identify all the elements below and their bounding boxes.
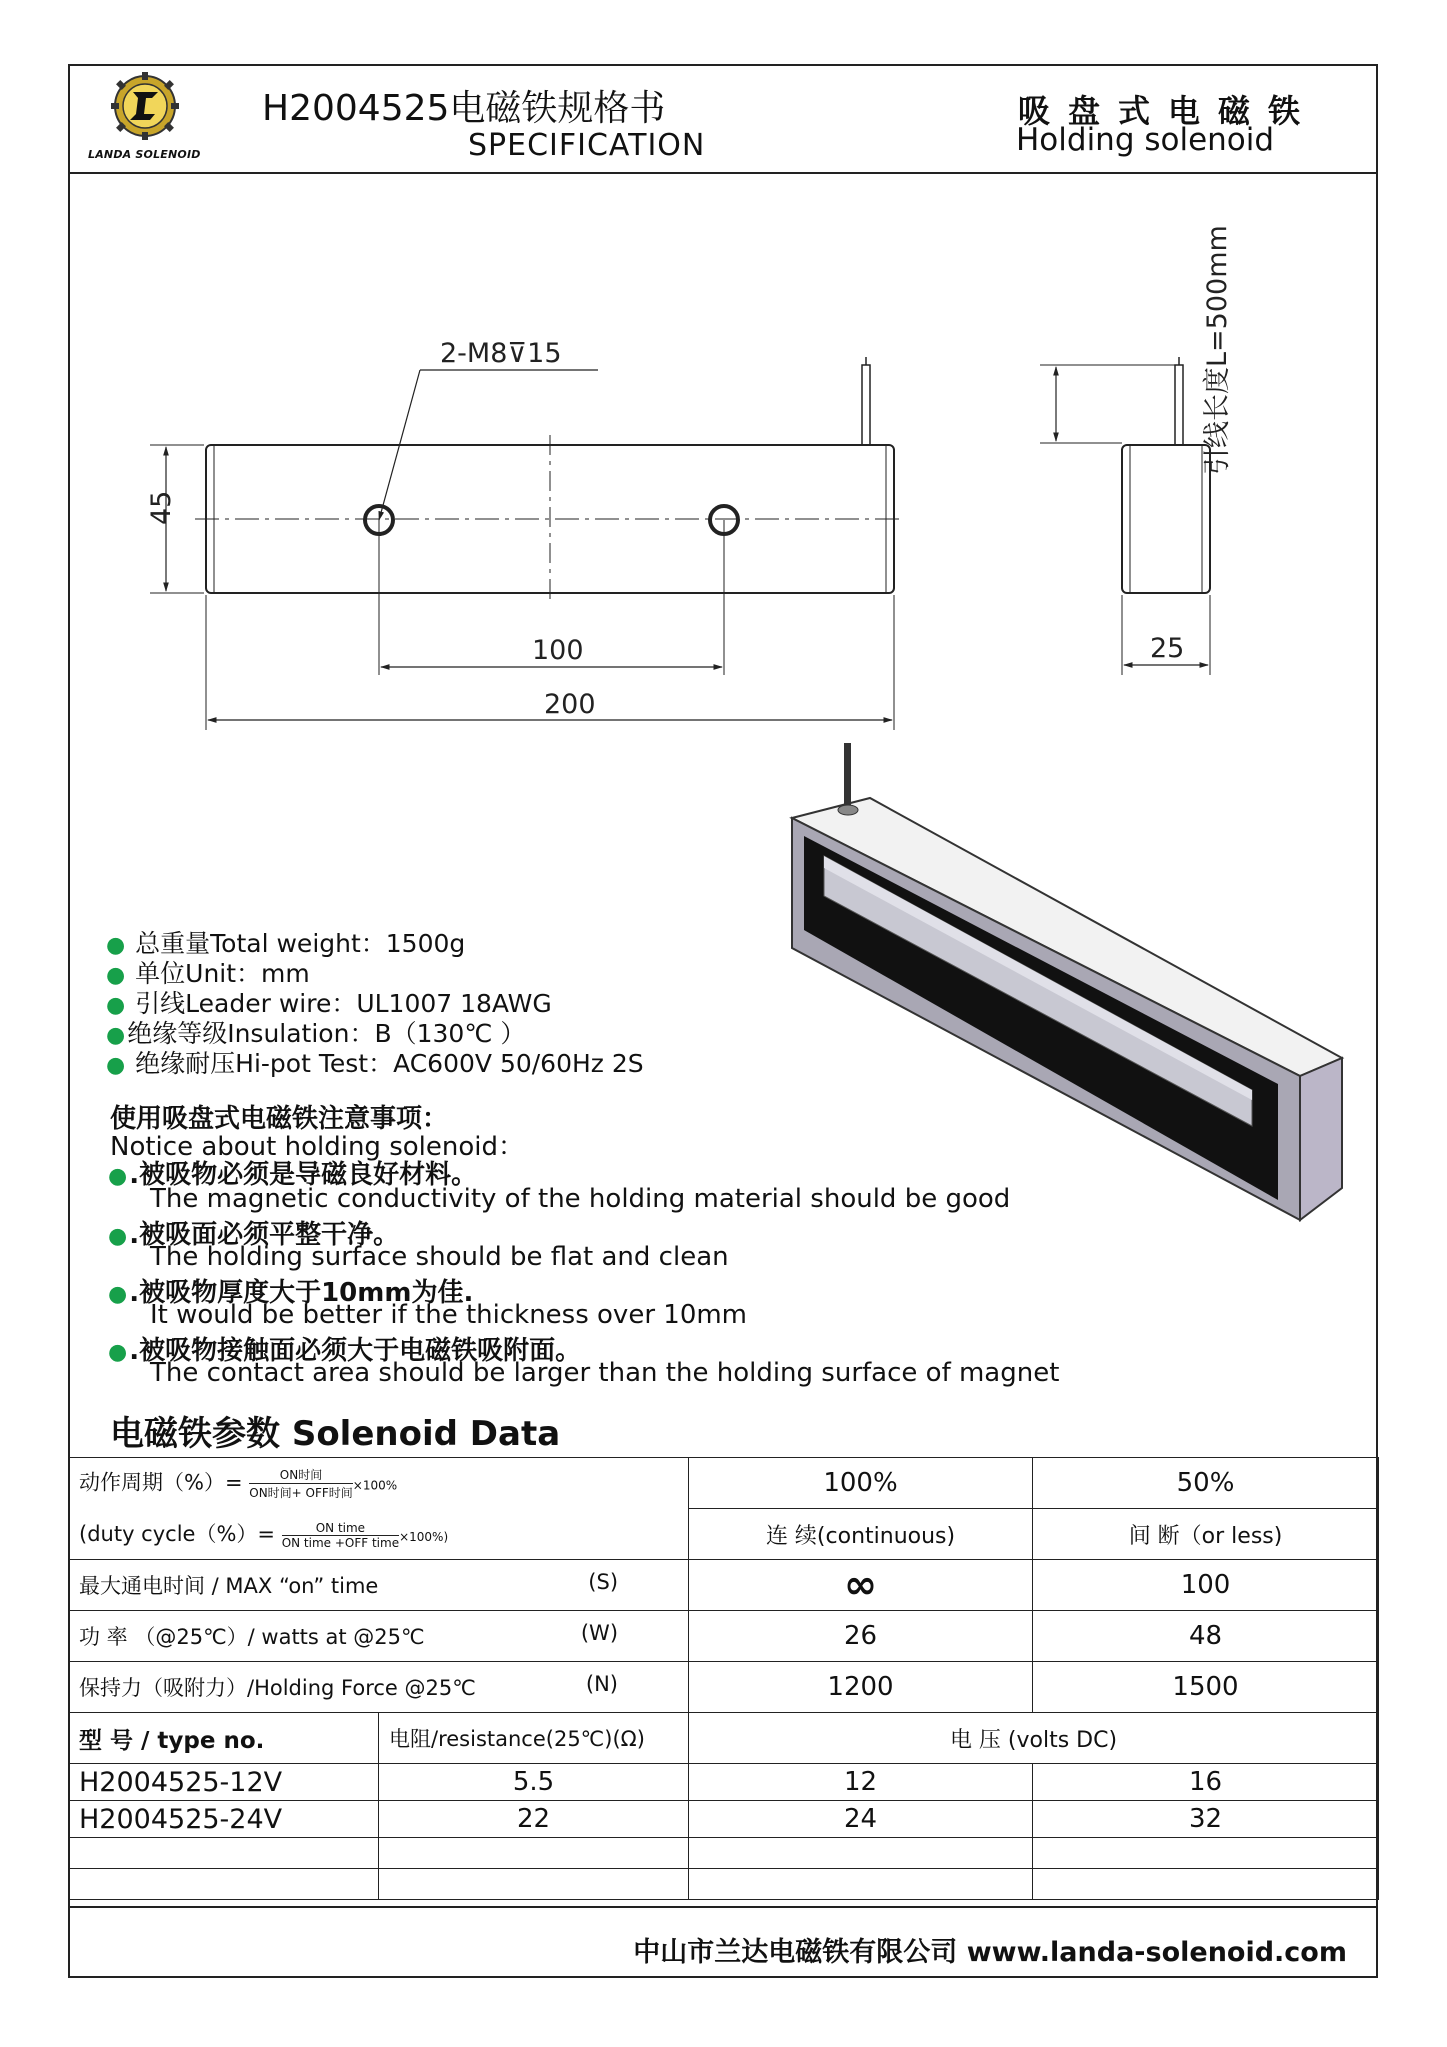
duty-100-percent: 100%: [689, 1458, 1033, 1509]
solenoid-data-table: [68, 1457, 1379, 1900]
table-row: [69, 1869, 1379, 1900]
voltage-cell: 24: [689, 1801, 1033, 1838]
data-section-title: 电磁铁参数 Solenoid Data: [110, 1414, 561, 1454]
spec-weight: ● 总重量Total weight：1500g: [106, 929, 466, 958]
technical-drawing: [0, 175, 1447, 735]
bullet-icon: ●: [108, 1224, 128, 1249]
holding-force-label: 保持力（吸附力）/Holding Force @25℃ (N): [69, 1662, 689, 1713]
table-row: [69, 1662, 1379, 1713]
page-title: H2004525电磁铁规格书: [262, 88, 666, 129]
footer-divider: [68, 1906, 1378, 1908]
notice-item-en: The magnetic conductivity of the holding material should be good: [150, 1184, 1011, 1214]
table-row: [69, 1611, 1379, 1662]
notice-item-en: The holding surface should be flat and clean: [150, 1242, 729, 1272]
table-row: [69, 1801, 1379, 1838]
voltage-cell: 32: [1033, 1801, 1379, 1838]
header-divider: [68, 172, 1378, 174]
dim-length: 200: [544, 689, 596, 720]
duty-cycle-en: (duty cycle（%）= ON time ON time +OFF time ×100%): [69, 1509, 689, 1560]
landa-logo: [100, 72, 190, 142]
notice-item: ●.被吸面必须平整干净。: [108, 1220, 400, 1250]
force-intermittent: 1500: [1033, 1662, 1379, 1713]
table-row: [69, 1509, 1379, 1560]
notice-title-cn: 使用吸盘式电磁铁注意事项：: [110, 1104, 449, 1134]
logo-text: LANDA SOLENOID: [88, 148, 201, 161]
resistance-cell: 5.5: [379, 1764, 689, 1801]
bullet-icon: ●: [106, 933, 126, 958]
duty-cycle-cn: 动作周期（%）= ON时间 ON时间+ OFF时间 ×100%: [69, 1458, 689, 1509]
duty-50-percent: 50%: [1033, 1458, 1379, 1509]
notice-item-en: The contact area should be larger than the holding surface of magnet: [150, 1358, 1060, 1388]
dim-hole-spacing: 100: [532, 635, 584, 666]
spec-hipot: ● 绝缘耐压Hi-pot Test：AC600V 50/60Hz 2S: [106, 1049, 644, 1078]
dim-height: 45: [146, 490, 177, 525]
dim-width: 25: [1150, 633, 1185, 664]
spec-unit: ● 单位Unit：mm: [106, 959, 310, 988]
company-footer: 中山市兰达电磁铁有限公司 www.landa-solenoid.com: [633, 1937, 1347, 1968]
product-illustration: [780, 738, 1350, 1228]
resistance-cell: 22: [379, 1801, 689, 1838]
max-on-time-intermittent: 100: [1033, 1560, 1379, 1611]
table-row: [69, 1764, 1379, 1801]
power-label: 功 率 （@25℃）/ watts at @25℃ (W): [69, 1611, 689, 1662]
table-row: [69, 1838, 1379, 1869]
bullet-icon: ●: [106, 1023, 126, 1048]
mode-intermittent: 间 断（or less): [1033, 1509, 1379, 1560]
power-continuous: 26: [689, 1611, 1033, 1662]
max-on-time-continuous: ∞: [689, 1560, 1033, 1611]
type-cell: H2004525-24V: [69, 1801, 379, 1838]
notice-item: ●.被吸物必须是导磁良好材料。: [108, 1160, 478, 1190]
notice-item-en: It would be better if the thickness over 10mm: [150, 1300, 748, 1330]
page-subtitle: SPECIFICATION: [468, 128, 706, 163]
side-view-body: [1122, 445, 1210, 593]
thread-callout: 2-M8⊽15: [440, 338, 562, 369]
product-type-en: Holding solenoid: [1016, 122, 1275, 158]
notice-item: ●.被吸物厚度大于10mm为佳.: [108, 1278, 474, 1308]
table-row: [69, 1713, 1379, 1764]
voltage-header: 电 压 (volts DC): [689, 1713, 1379, 1764]
resistance-header: 电阻/resistance(25℃)(Ω): [379, 1713, 689, 1764]
spec-insulation: ●绝缘等级Insulation：B（130℃ ）: [106, 1019, 526, 1048]
lead-length: 引线长度L=500mm: [1202, 225, 1233, 475]
voltage-cell: 12: [689, 1764, 1033, 1801]
notice-item: ●.被吸物接触面必须大于电磁铁吸附面。: [108, 1336, 582, 1366]
max-on-time-label: 最大通电时间 / MAX “on” time (S): [69, 1560, 689, 1611]
bullet-icon: ●: [108, 1282, 128, 1307]
spec-lead-wire: ● 引线Leader wire：UL1007 18AWG: [106, 989, 552, 1018]
force-continuous: 1200: [689, 1662, 1033, 1713]
type-header: 型 号 / type no.: [69, 1713, 379, 1764]
voltage-cell: 16: [1033, 1764, 1379, 1801]
bullet-icon: ●: [106, 963, 126, 988]
notice-title-en: Notice about holding solenoid：: [110, 1132, 524, 1162]
table-row: [69, 1560, 1379, 1611]
bullet-icon: ●: [108, 1164, 128, 1189]
bullet-icon: ●: [106, 1053, 126, 1078]
mode-continuous: 连 续(continuous): [689, 1509, 1033, 1560]
gear-logo-icon: [100, 72, 190, 142]
bullet-icon: ●: [108, 1340, 128, 1365]
product-type-cn: 吸盘式电磁铁: [1018, 92, 1319, 130]
bullet-icon: ●: [106, 993, 126, 1018]
type-cell: H2004525-12V: [69, 1764, 379, 1801]
power-intermittent: 48: [1033, 1611, 1379, 1662]
table-row: [69, 1458, 1379, 1509]
